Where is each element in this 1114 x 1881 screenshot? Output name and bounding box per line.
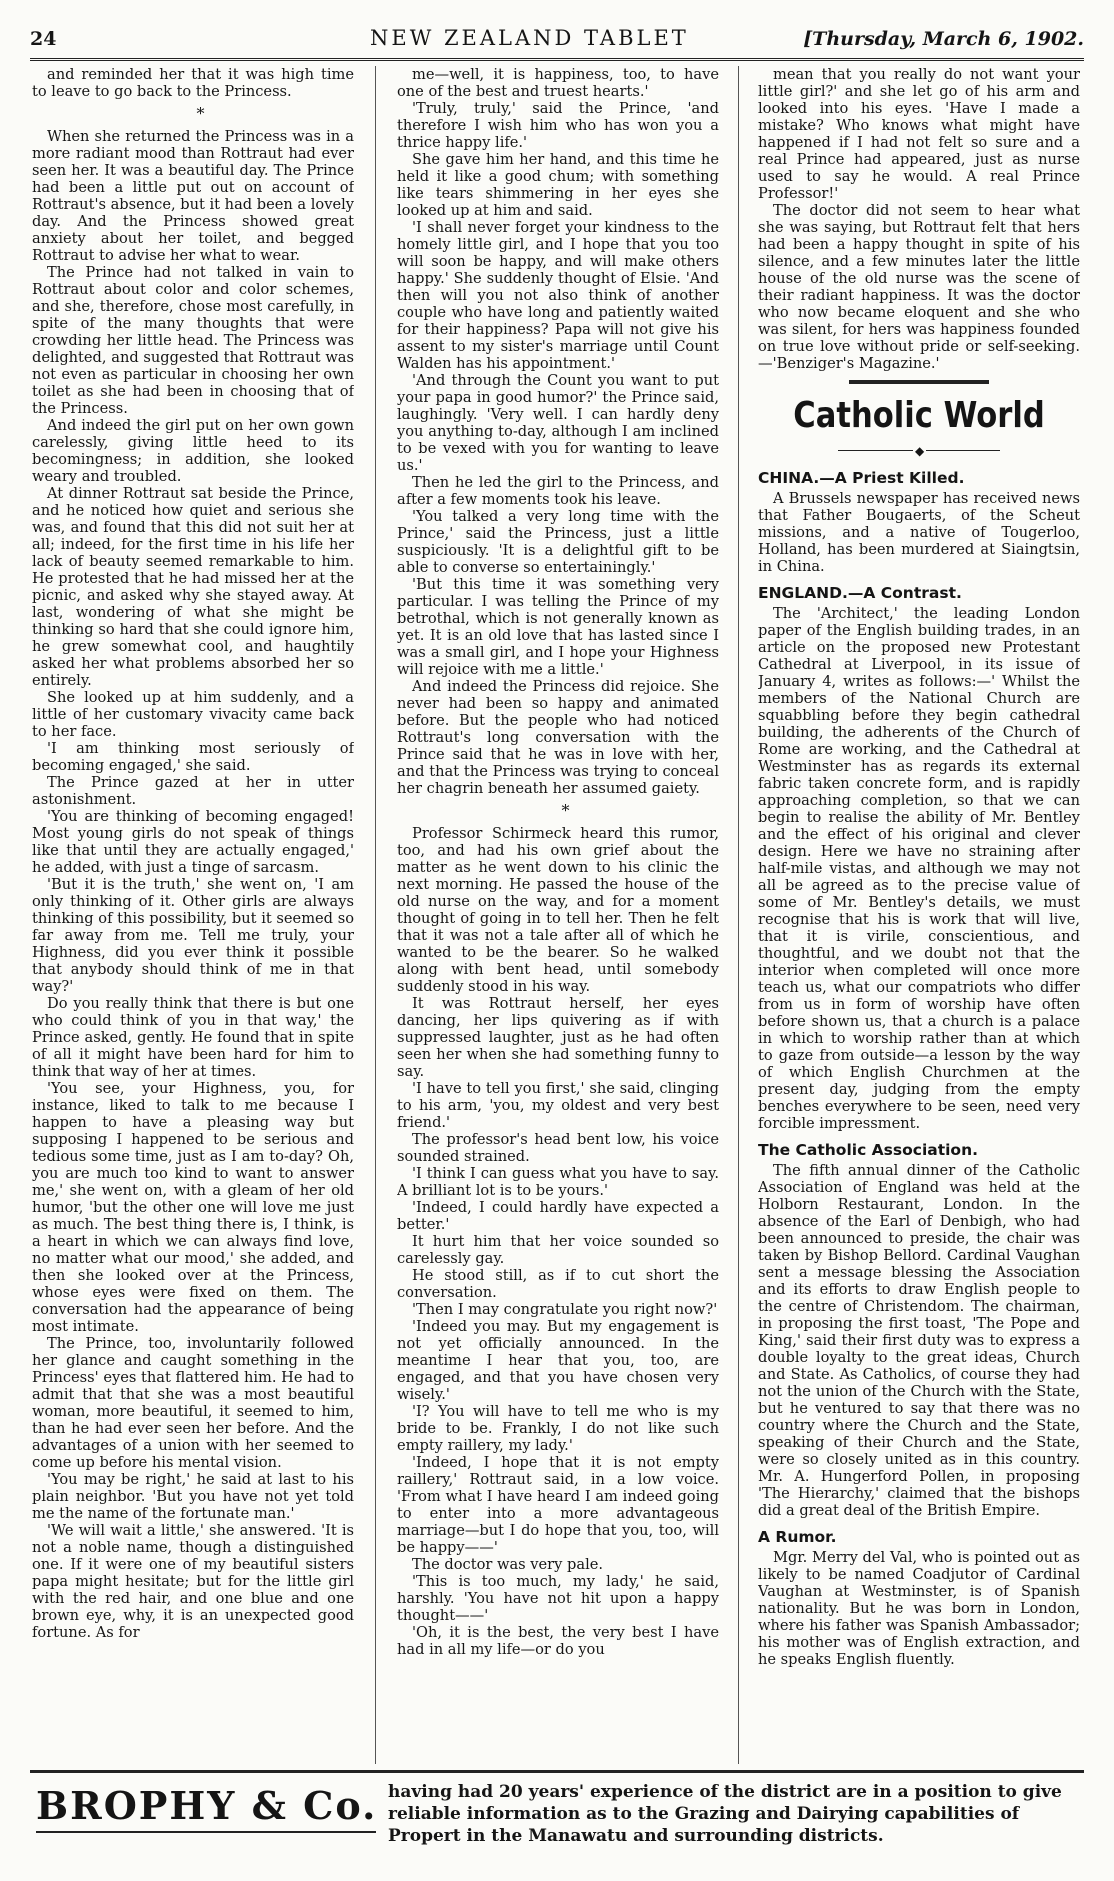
paragraph: Do you really think that there is but one who could think of you in that way,' the Prince asked, gently. He found that in spite of all it might have been hard for him to think that way of her at times. [32, 995, 354, 1080]
article-heading: ENGLAND.—A Contrast. [758, 584, 962, 602]
advertiser-underline [36, 1831, 376, 1833]
column-3 [758, 66, 1080, 1764]
advertiser-name: BROPHY & Co. [36, 1783, 378, 1828]
section-break-star: * [196, 104, 205, 123]
section-rule [849, 380, 989, 384]
paragraph: She looked up at him suddenly, and a little of her customary vivacity came back to her face. [32, 689, 354, 740]
article [758, 583, 1080, 1132]
article [758, 1527, 1080, 1668]
paragraph: 'Indeed, I hope that it is not empty raillery,' Rottraut said, in a low voice. 'From what I have heard I am indeed going to enter into a more advantageous marriage—but I do hope that you, too, will be happy——' [397, 1454, 719, 1556]
column-divider [738, 66, 739, 1764]
paragraph: 'I have to tell you first,' she said, clinging to his arm, 'you, my oldest and very best friend.' [397, 1080, 719, 1131]
issue-date: [Thursday, March 6, 1902. [803, 28, 1084, 50]
paragraph: And indeed the Princess did rejoice. She never had been so happy and animated before. But the people who had noticed Rottraut's long conversation with the Prince said that he was in love with her, and that the Princess was trying to conceal her chagrin beneath her assumed gaiety. [397, 678, 719, 797]
paragraph: 'You are thinking of becoming engaged! Most young girls do not speak of things like that until they are actually engaged,' he added, with just a tinge of sarcasm. [32, 808, 354, 876]
paragraph: me—well, it is happiness, too, to have one of the best and truest hearts.' [397, 66, 719, 100]
section-title: Catholic World [793, 395, 1045, 436]
paragraph: The doctor did not seem to hear what she was saying, but Rottraut felt that hers had been a happy thought in spite of his silence, and a few minutes later the little house of the old nurse was the scene of their radiant happiness. It was the doctor who now became eloquent and she who was silent, for hers was happiness founded on true love without pride or self-seeking.—'Benziger's Magazine.' [758, 202, 1080, 372]
paragraph: 'We will wait a little,' she answered. 'It is not a noble name, though a distinguished one. If it were one of my beautiful sisters papa might hesitate; but for the little girl with the red hair, and one blue and one brown eye, why, it is an unexpected good fortune. As for [32, 1522, 354, 1641]
paragraph: When she returned the Princess was in a more radiant mood than Rottraut had ever seen her. It was a beautiful day. The Prince had been a little put out on account of Rottraut's absence, but it had been a lovely day. And the Princess showed great anxiety about her toilet, and begged Rottraut to advise her what to wear. [32, 128, 354, 264]
paragraph: 'Then I may congratulate you right now?' [412, 1301, 718, 1318]
paragraph: 'I think I can guess what you have to say. A brilliant lot is to be yours.' [397, 1165, 719, 1199]
paragraph: It hurt him that her voice sounded so carelessly gay. [397, 1233, 719, 1267]
column-1 [32, 66, 354, 1764]
article-paragraph: A Brussels newspaper has received news that Father Bougaerts, of the Scheut missions, and a native of Tougerloo, Holland, has been murdered at Siaingtsin, in China. [758, 490, 1080, 575]
paragraph: He stood still, as if to cut short the conversation. [397, 1267, 719, 1301]
paragraph: 'This is too much, my lady,' he said, harshly. 'You have not hit upon a happy thought——' [397, 1573, 719, 1624]
ornament-divider [838, 444, 1000, 458]
paragraph: 'But this time it was something very particular. I was telling the Prince of my betrothal, which is not generally known as yet. It is an old love that has lasted since I was a small girl, and I hope your Highness will rejoice with me a little.' [397, 576, 719, 678]
paragraph: 'I? You will have to tell me who is my bride to be. Frankly, I do not like such empty raillery, my lady.' [397, 1403, 719, 1454]
news-articles [758, 468, 1080, 1668]
article [758, 468, 1080, 575]
paragraph: 'You may be right,' he said at last to his plain neighbor. 'But you have not yet told me the name of the fortunate man.' [32, 1471, 354, 1522]
paragraph: 'And through the Count you want to put your papa in good humor?' the Prince said, laughingly. 'Very well. I can hardly deny you anything to-day, although I am inclined to be vexed with you for wanting to leave us.' [397, 372, 719, 474]
masthead: NEW ZEALAND TABLET [370, 26, 689, 50]
article [758, 1140, 1080, 1519]
article-paragraph: Mgr. Merry del Val, who is pointed out as likely to be named Coadjutor of Cardinal Vaughan at Westminster, is of Spanish nationality. But he was born in London, where his father was Spanish Ambassador; his mother was of English extraction, and he speaks English fluently. [758, 1549, 1080, 1668]
paragraph: The Prince had not talked in vain to Rottraut about color and color schemes, and she, therefore, chose most carefully, in spite of the many thoughts that were crowding her little head. The Princess was delighted, and suggested that Rottraut was not even as particular in choosing her own toilet as she had been in choosing that of the Princess. [32, 264, 354, 417]
advertisement [30, 1770, 1084, 1863]
paragraph: 'Indeed you may. But my engagement is not yet officially announced. In the meantime I hear that you, too, are engaged, and that you have chosen very wisely.' [397, 1318, 719, 1403]
paragraph: 'I am thinking most seriously of becoming engaged,' she said. [32, 740, 354, 774]
diamond-ornament-icon: ◆ [915, 444, 925, 458]
article-heading: The Catholic Association. [758, 1141, 979, 1159]
paragraph: At dinner Rottraut sat beside the Prince, and he noticed how quiet and serious she was, and found that this did not suit her at all; indeed, for the first time in his life her lack of beauty seemed remarkable to him. He protested that he had missed her at the picnic, and asked why she stayed away. At last, wondering of what she might be thinking so hard that she could ignore him, he grew somewhat cool, and haughtily asked her what problems absorbed her so entirely. [32, 485, 354, 689]
article-paragraph: The fifth annual dinner of the Catholic Association of England was held at the Holborn Restaurant, London. In the absence of the Earl of Denbigh, who had been announced to preside, the chair was taken by Bishop Bellord. Cardinal Vaughan sent a message blessing the Association and its efforts to draw English people to the centre of Christendom. The chairman, in proposing the first toast, 'The Pope and King,' said their first duty was to express a double loyalty to the great ideas, Church and State. As Catholics, of course they had not the union of the Church with the State, but he ventured to say that there was no country where the Church and the State, speaking of their Church and the State, were so closely united as in this country. Mr. A. Hungerford Pollen, in proposing 'The Hierarchy,' claimed that the bishops did a great deal of the British Empire. [758, 1162, 1080, 1519]
paragraph: And indeed the girl put on her own gown carelessly, giving little heed to its becomingness; in addition, she looked weary and troubled. [32, 417, 354, 485]
article-paragraph: The 'Architect,' the leading London paper of the English building trades, in an article on the proposed new Protestant Cathedral at Liverpool, in its issue of January 4, writes as follows:—' Whilst the members of the National Church are squabbling before they begin cathedral building, the adherents of the Church of Rome are working, and the Cathedral at Westminster has as regards its external fabric taken concrete form, and is rapidly approaching completion, so that we can begin to realise the ability of Mr. Bentley and the effect of his original and clever design. Here we have no straining after half-mile vistas, and although we may not all be agreed as to the precise value of some of Mr. Bentley's details, we must recognise that his is work that will live, that it is virile, conscientious, and thoughtful, and we doubt not that the interior when completed will once more teach us, what our compatriots who differ from us in form of worship have often before shown us, that a church is a palace in which to worship rather than at which to gaze from outside—a lesson by the way of which English Churchmen at the present day, judging from the empty benches everywhere to be seen, need very forcible impressment. [758, 605, 1080, 1132]
paragraph: Professor Schirmeck heard this rumor, too, and had his own grief about the matter as he went down to his clinic the next morning. He passed the house of the old nurse on the way, and for a moment thought of going in to tell her. Then he felt that it was not a tale after all of which he wanted to be the bearer. So he walked along with bent head, until somebody suddenly stood in his way. [397, 825, 719, 995]
paragraph: 'Truly, truly,' said the Prince, 'and therefore I wish him who has won you a thrice happy life.' [397, 100, 719, 151]
column-2 [397, 66, 719, 1764]
page-header [30, 18, 1084, 61]
paragraph: mean that you really do not want your little girl?' and she let go of his arm and looked into his eyes. 'Have I made a mistake? Who knows what might have happened if I had not felt so sure and a real Prince had appeared, just as nurse used to say he would. A real Prince Professor!' [758, 66, 1080, 202]
paragraph: The professor's head bent low, his voice sounded strained. [397, 1131, 719, 1165]
article-heading: A Rumor. [758, 1528, 837, 1546]
advertisement-text: having had 20 years' experience of the district are in a position to give reliable information as to the Grazing and Dairying capabilities of Propert in the Manawatu and surrounding districts. [388, 1782, 1062, 1846]
paragraph: The doctor was very pale. [412, 1556, 604, 1573]
paragraph: 'Indeed, I could hardly have expected a better.' [397, 1199, 719, 1233]
story-continuation [758, 66, 1080, 372]
column-divider [375, 66, 376, 1764]
paragraph: She gave him her hand, and this time he held it like a good chum; with something like tears shimmering in her eyes she looked up at him and said. [397, 151, 719, 219]
article-heading: CHINA.—A Priest Killed. [758, 469, 965, 487]
paragraph: 'You talked a very long time with the Prince,' said the Princess, just a little suspiciously. 'It is a delightful gift to be able to converse so entertainingly.' [397, 508, 719, 576]
paragraph: The Prince gazed at her in utter astonishment. [32, 774, 354, 808]
paragraph: 'You see, your Highness, you, for instance, liked to talk to me because I happen to have a pleasing way but supposing I happened to be serious and tedious some time, just as I am to-day? Oh, you are much too kind to want to answer me,' she went on, with a gleam of her old humor, 'but the other one will love me just as much. The best thing there is, I think, is a heart in which we can always find love, no matter what our mood,' she added, and then she looked over at the Princess, whose eyes were fixed on them. The conversation had the appearance of being most intimate. [32, 1080, 354, 1335]
paragraph: 'But it is the truth,' she went on, 'I am only thinking of it. Other girls are always thinking of this possibility, but it seemed so far away from me. Tell me truly, your Highness, did you ever think it possible that anybody should think of me in that way?' [32, 876, 354, 995]
paragraph: Then he led the girl to the Princess, and after a few moments took his leave. [397, 474, 719, 508]
page-number: 24 [30, 28, 57, 50]
paragraph: 'Oh, it is the best, the very best I have had in all my life—or do you [397, 1624, 719, 1658]
paragraph: The Prince, too, involuntarily followed her glance and caught something in the Princess' eyes that flattered him. He had to admit that that she was a most beautiful woman, more beautiful, it seemed to him, than he had ever seen her before. And the advantages of a union with her seemed to come up before his mental vision. [32, 1335, 354, 1471]
paragraph: 'I shall never forget your kindness to the homely little girl, and I hope that you too will soon be happy, and will make others happy.' She suddenly thought of Elsie. 'And then will you not also think of another couple who have long and patiently waited for their happiness? Papa will not give his assent to my sister's marriage until Count Walden has his appointment.' [397, 219, 719, 372]
section-break-star: * [561, 801, 570, 820]
paragraph: and reminded her that it was high time to leave to go back to the Princess. [32, 66, 354, 100]
paragraph: It was Rottraut herself, her eyes dancing, her lips quivering as if with suppressed laughter, just as he had often seen her when she had something funny to say. [397, 995, 719, 1080]
